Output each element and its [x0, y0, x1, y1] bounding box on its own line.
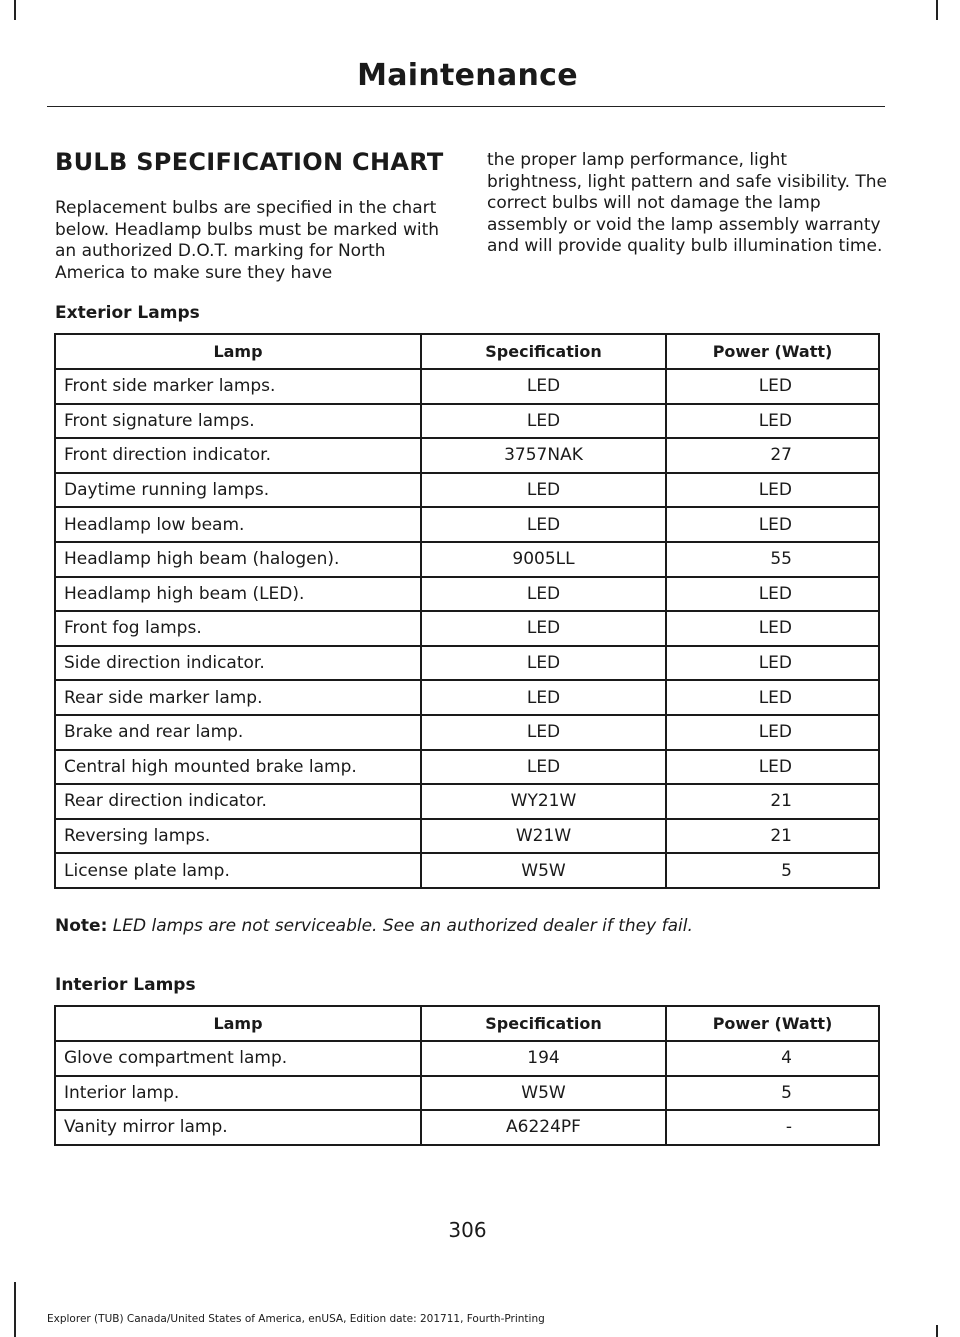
note: [55, 916, 693, 936]
lamp-cell: Interior lamp.: [55, 1076, 421, 1111]
table-row: [55, 715, 879, 750]
specification-cell: LED: [421, 715, 666, 750]
table-header-row: [55, 1006, 879, 1041]
table-row: [55, 853, 879, 888]
power-cell: LED: [666, 646, 879, 681]
column-header-specification: Specification: [421, 1006, 666, 1041]
table-row: [55, 1110, 879, 1145]
column-header-power: Power (Watt): [666, 334, 879, 369]
table-row: [55, 369, 879, 404]
lamp-cell: Reversing lamps.: [55, 819, 421, 854]
interior-lamps-heading: Interior Lamps: [55, 975, 196, 995]
power-cell: 27: [666, 438, 879, 473]
power-cell: 21: [666, 819, 879, 854]
table-row: [55, 542, 879, 577]
header-divider: [47, 106, 885, 107]
specification-cell: A6224PF: [421, 1110, 666, 1145]
lamp-cell: Headlamp high beam (halogen).: [55, 542, 421, 577]
table-row: [55, 611, 879, 646]
column-header-lamp: Lamp: [55, 334, 421, 369]
page-number: 306: [448, 1218, 487, 1242]
power-cell: LED: [666, 473, 879, 508]
table-row: [55, 1076, 879, 1111]
specification-cell: LED: [421, 507, 666, 542]
lamp-cell: Glove compartment lamp.: [55, 1041, 421, 1076]
specification-cell: W5W: [421, 853, 666, 888]
power-cell: LED: [666, 680, 879, 715]
table-row: [55, 438, 879, 473]
exterior-lamps-table: [54, 333, 880, 889]
table-row: [55, 577, 879, 612]
lamp-cell: Daytime running lamps.: [55, 473, 421, 508]
table-header-row: [55, 334, 879, 369]
crop-mark-bottom-right: [936, 1325, 938, 1337]
specification-cell: LED: [421, 473, 666, 508]
specification-cell: W5W: [421, 1076, 666, 1111]
page-header-title: Maintenance: [357, 58, 578, 93]
power-cell: 5: [666, 853, 879, 888]
lamp-cell: Rear side marker lamp.: [55, 680, 421, 715]
column-header-specification: Specification: [421, 334, 666, 369]
power-cell: LED: [666, 611, 879, 646]
specification-cell: LED: [421, 750, 666, 785]
specification-cell: 194: [421, 1041, 666, 1076]
power-cell: LED: [666, 404, 879, 439]
lamp-cell: Front signature lamps.: [55, 404, 421, 439]
lamp-cell: Headlamp high beam (LED).: [55, 577, 421, 612]
specification-cell: LED: [421, 404, 666, 439]
power-cell: LED: [666, 369, 879, 404]
intro-paragraph-left: Replacement bulbs are specified in the chart below. Headlamp bulbs must be marked with an authorized D.O.T. marking for North America to make sure they have: [55, 198, 440, 283]
intro-paragraph-right: the proper lamp performance, light brightness, light pattern and safe visibility. The correct bulbs will not damage the lamp assembly or void the lamp assembly warranty and will provide quality bulb illumination time.: [487, 150, 887, 256]
power-cell: LED: [666, 577, 879, 612]
power-cell: 5: [666, 1076, 879, 1111]
lamp-cell: Brake and rear lamp.: [55, 715, 421, 750]
specification-cell: LED: [421, 369, 666, 404]
footer-edition-info: Explorer (TUB) Canada/United States of America, enUSA, Edition date: 201711, Fourth-Printing: [47, 1313, 545, 1325]
section-title: BULB SPECIFICATION CHART: [55, 148, 444, 176]
table-row: [55, 680, 879, 715]
specification-cell: LED: [421, 611, 666, 646]
table-row: [55, 750, 879, 785]
lamp-cell: Front side marker lamps.: [55, 369, 421, 404]
lamp-cell: Front fog lamps.: [55, 611, 421, 646]
table-row: [55, 1041, 879, 1076]
lamp-cell: Vanity mirror lamp.: [55, 1110, 421, 1145]
power-cell: LED: [666, 750, 879, 785]
note-text: LED lamps are not serviceable. See an authorized dealer if they fail.: [112, 916, 693, 936]
crop-mark-top-right: [936, 0, 938, 20]
power-cell: -: [666, 1110, 879, 1145]
power-cell: LED: [666, 507, 879, 542]
lamp-cell: Central high mounted brake lamp.: [55, 750, 421, 785]
column-header-lamp: Lamp: [55, 1006, 421, 1041]
power-cell: LED: [666, 715, 879, 750]
lamp-cell: Side direction indicator.: [55, 646, 421, 681]
specification-cell: 9005LL: [421, 542, 666, 577]
interior-lamps-table: [54, 1005, 880, 1146]
table-row: [55, 784, 879, 819]
power-cell: 55: [666, 542, 879, 577]
specification-cell: WY21W: [421, 784, 666, 819]
lamp-cell: Headlamp low beam.: [55, 507, 421, 542]
note-label: Note:: [55, 916, 108, 936]
table-row: [55, 819, 879, 854]
lamp-cell: Rear direction indicator.: [55, 784, 421, 819]
specification-cell: LED: [421, 680, 666, 715]
table-row: [55, 473, 879, 508]
specification-cell: 3757NAK: [421, 438, 666, 473]
specification-cell: LED: [421, 577, 666, 612]
table-row: [55, 646, 879, 681]
crop-mark-bottom-left: [14, 1282, 16, 1337]
table-row: [55, 507, 879, 542]
crop-mark-top-left: [14, 0, 16, 20]
power-cell: 21: [666, 784, 879, 819]
lamp-cell: Front direction indicator.: [55, 438, 421, 473]
exterior-lamps-heading: Exterior Lamps: [55, 303, 200, 323]
lamp-cell: License plate lamp.: [55, 853, 421, 888]
specification-cell: W21W: [421, 819, 666, 854]
column-header-power: Power (Watt): [666, 1006, 879, 1041]
table-row: [55, 404, 879, 439]
specification-cell: LED: [421, 646, 666, 681]
power-cell: 4: [666, 1041, 879, 1076]
